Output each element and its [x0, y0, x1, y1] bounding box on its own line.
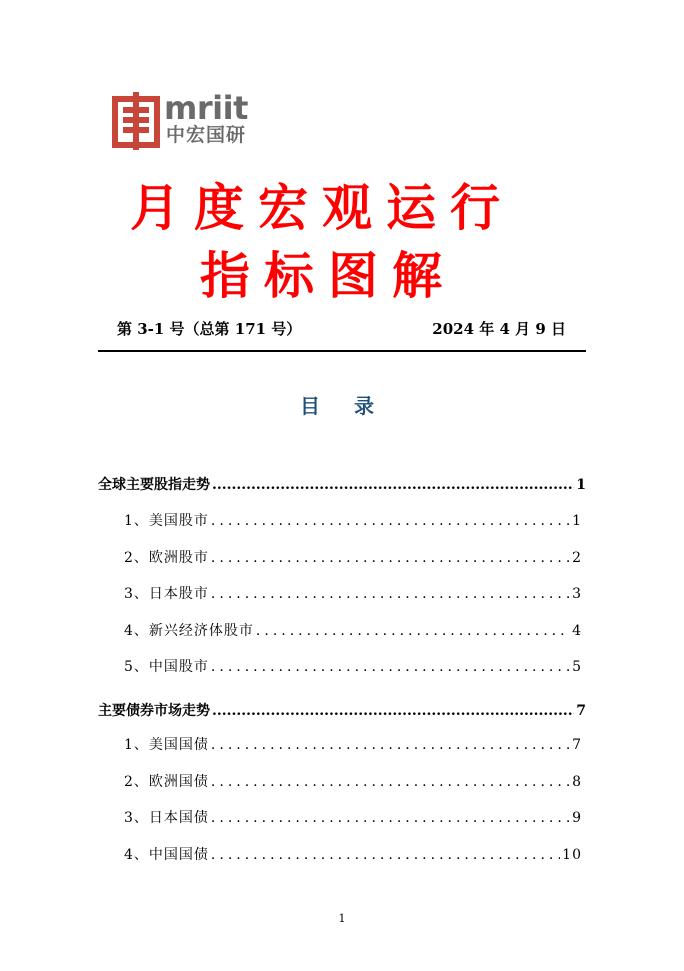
- toc-item-label: 3、日本股市: [124, 586, 209, 602]
- report-title-line1: 月度宏观运行: [130, 179, 514, 237]
- toc-page-number: 9: [572, 810, 582, 826]
- toc-item-us-bonds[interactable]: [98, 734, 586, 754]
- toc-page-number: 1: [572, 513, 582, 529]
- toc-leader-dots: [256, 623, 570, 639]
- toc-page-number: 4: [572, 623, 582, 639]
- toc-leader-dots: [211, 586, 570, 602]
- toc-item-china-stocks[interactable]: [98, 656, 586, 676]
- toc-page-number: 7: [572, 737, 582, 753]
- toc-page-number: 3: [572, 586, 582, 602]
- toc-item-europe-stocks[interactable]: [98, 547, 586, 567]
- toc-title: 目录: [300, 394, 408, 418]
- toc-item-label: 2、欧洲股市: [124, 550, 209, 566]
- toc-page-number: 5: [572, 659, 582, 675]
- report-title-line2: 指标图解: [200, 247, 456, 305]
- issue-date: 2024 年 4 月 9 日: [432, 320, 566, 338]
- toc-section-label: 全球主要股指走势: [98, 477, 210, 493]
- toc-item-label: 5、中国股市: [124, 659, 209, 675]
- toc-item-japan-stocks[interactable]: [98, 583, 586, 603]
- logo-cn-text: 中宏国研: [166, 124, 247, 146]
- toc-item-label: 4、新兴经济体股市: [124, 623, 254, 639]
- toc-item-label: 1、美国股市: [124, 513, 209, 529]
- toc-page-number: 8: [572, 774, 582, 790]
- toc-leader-dots: [212, 703, 574, 719]
- toc-item-label: 2、欧洲国债: [124, 774, 209, 790]
- toc-section-label: 主要债券市场走势: [98, 703, 210, 719]
- logo-mark-icon: [112, 92, 160, 150]
- toc-item-label: 1、美国国债: [124, 737, 209, 753]
- toc-leader-dots: [212, 477, 574, 493]
- logo: [112, 89, 262, 152]
- toc-page-number: 10: [562, 847, 582, 863]
- toc-leader-dots: [211, 550, 570, 566]
- toc-section-bond-markets[interactable]: [98, 700, 586, 720]
- toc-item-us-stocks[interactable]: [98, 510, 586, 530]
- page-number: 1: [338, 912, 346, 925]
- toc-leader-dots: [211, 513, 570, 529]
- toc-leader-dots: [211, 737, 570, 753]
- toc-item-emerging-stocks[interactable]: [98, 620, 586, 640]
- logo-latin-text: mriit: [164, 89, 248, 127]
- toc-item-europe-bonds[interactable]: [98, 771, 586, 791]
- toc-leader-dots: [211, 774, 570, 790]
- toc-page-number: 2: [572, 550, 582, 566]
- toc-section-global-stocks[interactable]: [98, 474, 586, 494]
- header-divider: [98, 350, 586, 352]
- toc-item-label: 3、日本国债: [124, 810, 209, 826]
- toc-leader-dots: [211, 810, 570, 826]
- toc-item-label: 4、中国国债: [124, 847, 209, 863]
- toc-item-china-bonds[interactable]: [98, 844, 586, 864]
- toc-leader-dots: [211, 659, 570, 675]
- toc-page-number: 7: [576, 703, 586, 719]
- issue-number: 第 3-1 号（总第 171 号）: [117, 320, 302, 338]
- toc-item-japan-bonds[interactable]: [98, 807, 586, 827]
- toc-leader-dots: [211, 847, 560, 863]
- toc-page-number: 1: [576, 477, 586, 493]
